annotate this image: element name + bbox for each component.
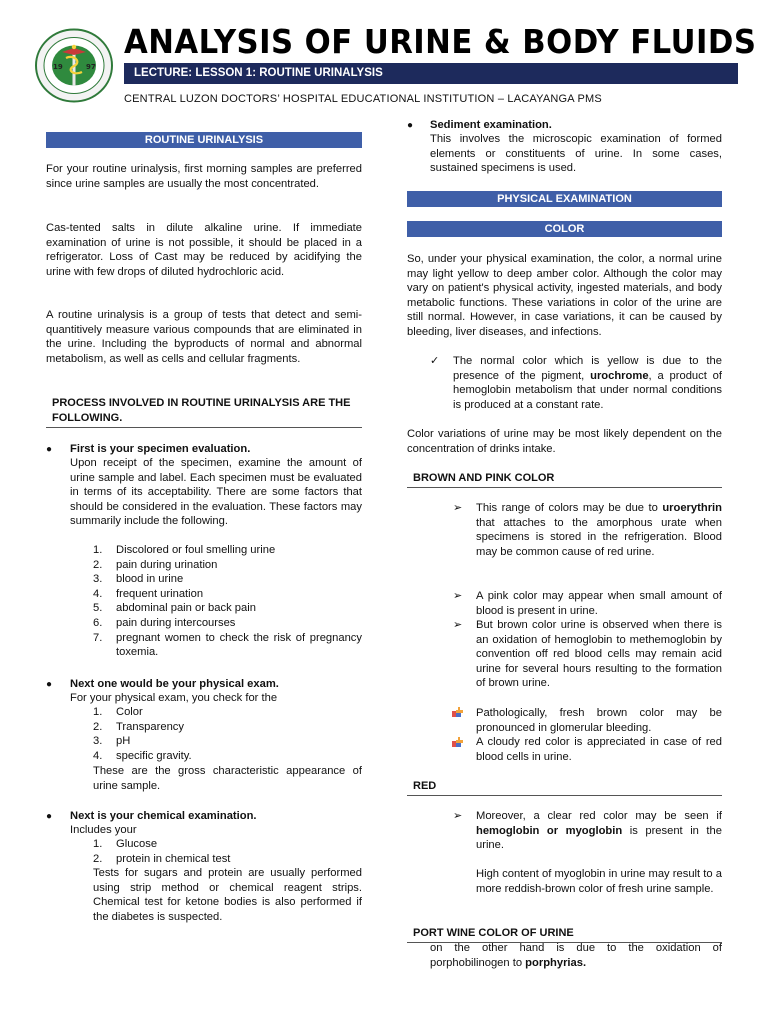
list-item: 2. pain during urination	[93, 558, 218, 571]
institution-seal-logo	[34, 28, 114, 103]
brown-pink-heading: BROWN AND PINK COLOR	[407, 471, 722, 488]
bullet-icon: ●	[46, 811, 53, 822]
list-item: 4. frequent urination	[93, 587, 204, 600]
checkmark-icon: ✓	[430, 355, 440, 367]
bullet-physical-title: Next one would be your physical exam.	[70, 678, 279, 690]
bullet-chemical-text: Includes your	[70, 824, 137, 836]
chemical-tests-list	[93, 837, 362, 866]
chemical-after-text: Tests for sugars and protein are usually performed using strip method or chemical reagent strips. Chemical test for ketone bodies is also performed if the diabetes is suspected.	[93, 867, 362, 923]
section-bar-physical-examination: PHYSICAL EXAMINATION	[407, 191, 722, 207]
check-item-urochrome: The normal color which is yellow is due to the presence of the pigment, urochrome, a product of hemoglobin metabolism that under normal conditions is produced at a constant rate.	[453, 355, 722, 411]
list-item: 3. pH	[93, 735, 131, 748]
paragraph-myoglobin: High content of myoglobin in urine may result to a more reddish-brown color of fresh urine sample.	[476, 868, 722, 895]
lecture-banner: LECTURE: LESSON 1: ROUTINE URINALYSIS	[124, 63, 738, 84]
document-title: ANALYSIS OF URINE & BODY FLUIDS	[124, 22, 757, 61]
bullet-chemical-title: Next is your chemical examination.	[70, 810, 257, 822]
arrow-item-hemoglobin: Moreover, a clear red color may be seen if hemoglobin or myoglobin is present in the urine.	[476, 810, 722, 852]
list-item: 5. abdominal pain or back pain	[93, 602, 256, 615]
bullet-specimen-text: Upon receipt of the specimen, examine the amount of urine sample and label. Each specimen must be evaluated in terms of its acceptability. There are some factors that should be considered in the evaluation. These factors may summarily include the following.	[70, 457, 362, 528]
pointing-hand-icon	[452, 707, 464, 718]
red-heading: RED	[407, 779, 722, 796]
arrow-bullet-icon: ➢	[453, 810, 463, 822]
paragraph-routine-definition: A routine urinalysis is a group of tests that detect and semi-quantitively measure various compounds that are eliminated in the urine. Including the byproducts of normal and abnormal metabolism, as well as cells and cellular fragments.	[46, 309, 362, 365]
list-item: 2. Transparency	[93, 720, 184, 733]
hand-item-glomerular: Pathologically, fresh brown color may be pronounced in glomerular bleeding.	[476, 707, 722, 734]
bullet-physical-text: For your physical exam, you check for the	[70, 692, 278, 704]
bullet-icon: ●	[407, 120, 414, 131]
arrow-bullet-icon: ➢	[453, 590, 463, 602]
hand-item-cloudy-red: A cloudy red color is appreciated in case of red blood cells in urine.	[476, 736, 722, 763]
section-bar-routine-urinalysis: ROUTINE URINALYSIS	[46, 132, 362, 148]
arrow-item-brown: But brown color urine is observed when there is an oxidation of hemoglobin to methemoglobin by convention off red blood cells may remain acid urine for several hours resulting to the formation of brown urine.	[476, 619, 722, 690]
paragraph-porphyrias: on the other hand is due to the oxidation of porphobilinogen to porphyrias.	[430, 942, 722, 969]
arrow-item-uroerythrin: This range of colors may be due to uroerythrin that attaches to the amorphous urate when specimens is stored in the refrigeration. Blood may be common cause of red urine.	[476, 502, 722, 558]
physical-checks-list	[93, 705, 362, 763]
svg-text:97: 97	[86, 63, 96, 71]
port-wine-heading: PORT WINE COLOR OF URINE	[407, 926, 722, 943]
paragraph-cast-salts: Cas-tented salts in dilute alkaline urine. If immediate examination of urine is not possible, it should be placed in a refrigerator. Loss of Cast may be reduced by acidifying the urine with few drops of diluted hydrochloric acid.	[46, 222, 362, 278]
bullet-icon: ●	[46, 679, 53, 690]
paragraph-color-variation: So, under your physical examination, the color, a normal urine may light yellow to deep amber color. Although the color may vary on patient's physical activity, ingested materials, and body metabolic functions. These variations in color of the urine are still normal. However, in case variations, it can be caused by bleeding, liver diseases, and infections.	[407, 253, 722, 338]
bullet-sediment-text: This involves the microscopic examination of formed elements or constituents of urine. In some cases, sustained specimens is used.	[430, 133, 722, 175]
list-item: 3. blood in urine	[93, 573, 184, 586]
physical-after-text: These are the gross characteristic appearance of urine sample.	[93, 765, 362, 792]
bullet-sediment-title: Sediment examination.	[430, 119, 552, 131]
specimen-factors-list	[93, 543, 362, 660]
list-item: 2. protein in chemical test	[93, 852, 231, 865]
section-bar-color: COLOR	[407, 221, 722, 237]
bullet-icon: ●	[46, 444, 53, 455]
arrow-bullet-icon: ➢	[453, 502, 463, 514]
paragraph-first-morning: For your routine urinalysis, first morning samples are preferred since urine samples are usually the most concentrated.	[46, 163, 362, 190]
list-item: 4. specific gravity.	[93, 749, 192, 762]
list-item: 1. Discolored or foul smelling urine	[93, 544, 276, 556]
arrow-bullet-icon: ➢	[453, 619, 463, 631]
list-item: 7. pregnant women to check the risk of pregnancy toxemia.	[93, 631, 362, 659]
paragraph-drinks-intake: Color variations of urine may be most likely dependent on the concentration of drinks intake.	[407, 428, 722, 455]
list-item: 1. Glucose	[93, 838, 158, 850]
svg-text:19: 19	[53, 63, 63, 71]
process-heading: PROCESS INVOLVED IN ROUTINE URINALYSIS ARE THE FOLLOWING.	[46, 396, 362, 428]
bullet-specimen-title: First is your specimen evaluation.	[70, 443, 251, 455]
list-item: 1. Color	[93, 706, 143, 718]
institution-name: CENTRAL LUZON DOCTORS’ HOSPITAL EDUCATIONAL INSTITUTION – LACAYANGA PMS	[124, 93, 602, 105]
arrow-item-pink: A pink color may appear when small amount of blood is present in urine.	[476, 590, 722, 617]
pointing-hand-icon	[452, 737, 464, 748]
list-item: 6. pain during intercourses	[93, 616, 236, 629]
